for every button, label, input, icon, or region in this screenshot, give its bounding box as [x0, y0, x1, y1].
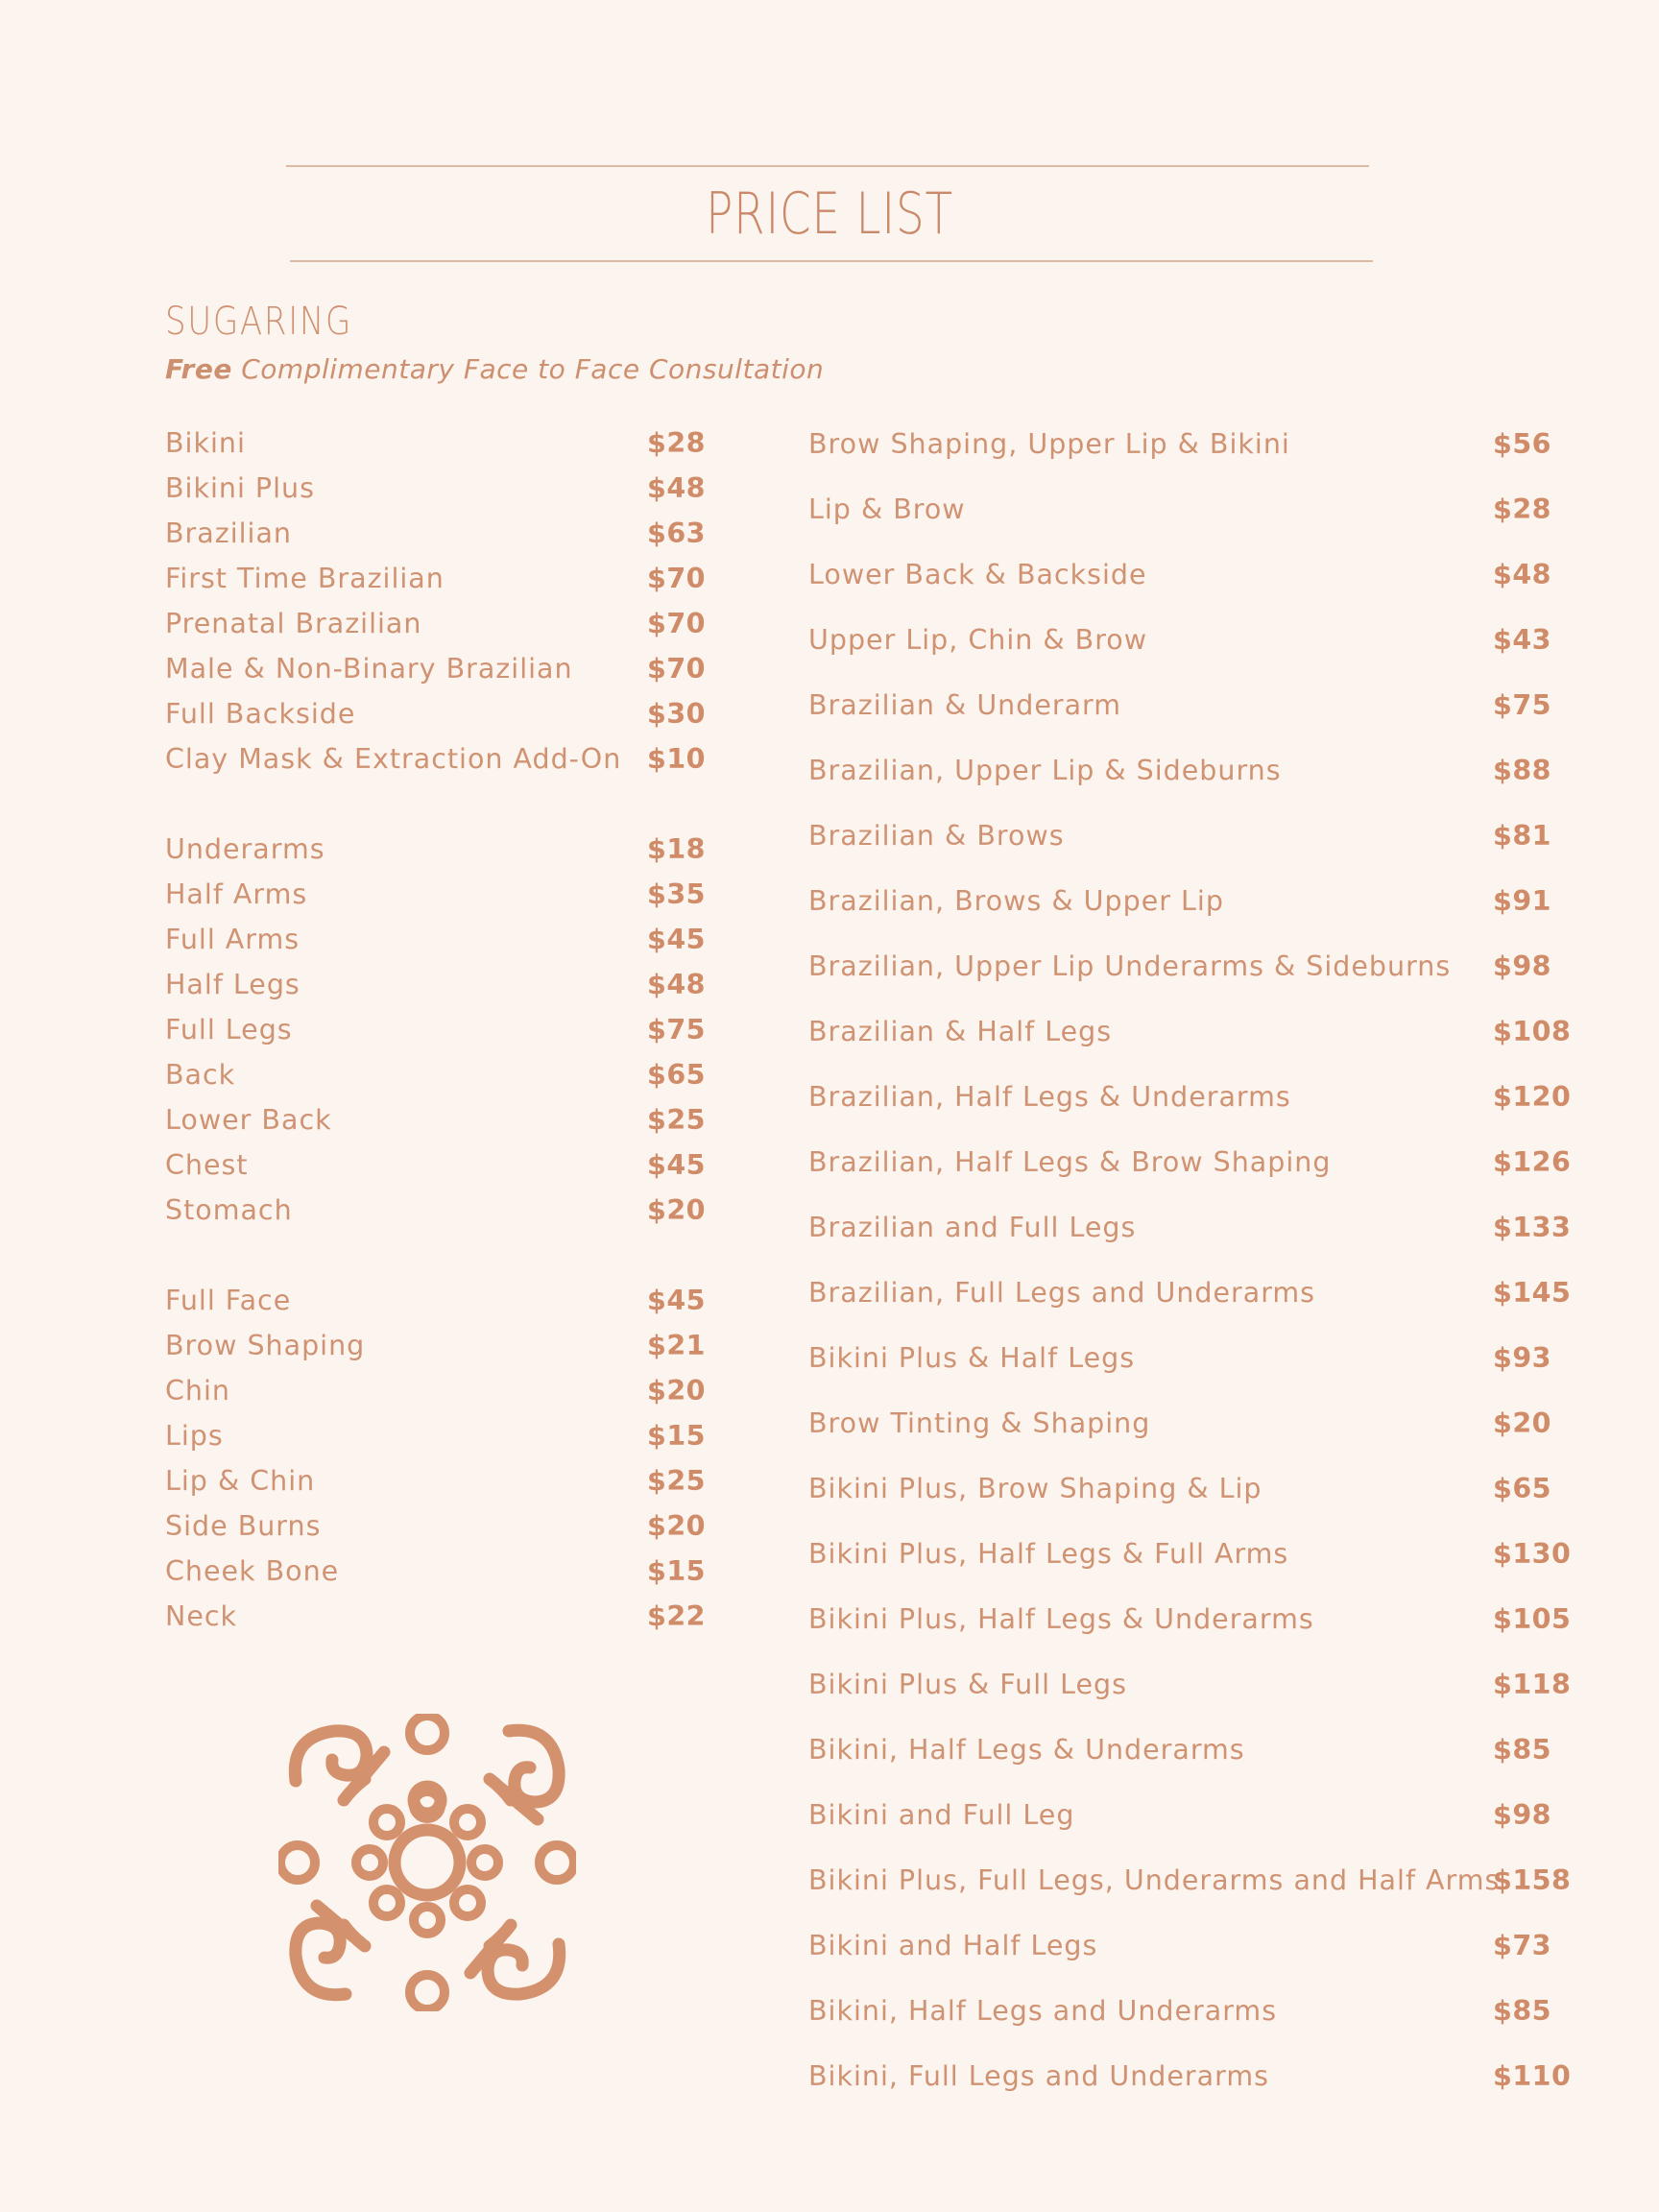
right-item-price: $110	[1493, 2060, 1572, 2092]
left-item-price: $15	[647, 1420, 706, 1452]
right-item-name: Bikini, Half Legs and Underarms	[808, 1995, 1278, 2027]
right-item-name: Bikini and Full Leg	[808, 1799, 1075, 1831]
right-item-price: $85	[1493, 1734, 1551, 1766]
right-item-price: $108	[1493, 1016, 1572, 1047]
left-item-price: $25	[647, 1465, 706, 1497]
right-item-name: Brow Tinting & Shaping	[808, 1407, 1151, 1439]
left-item-price: $45	[647, 1285, 706, 1316]
left-item-name: Cheek Bone	[165, 1555, 340, 1587]
left-item-name: Lips	[165, 1420, 224, 1452]
left-item-name: Brow Shaping	[165, 1330, 366, 1361]
subtitle-free: Free	[165, 353, 232, 385]
right-item-name: Brazilian & Half Legs	[808, 1016, 1113, 1047]
left-item-name: Back	[165, 1059, 236, 1091]
right-item-name: Bikini Plus, Half Legs & Underarms	[808, 1603, 1314, 1635]
left-item-name: Half Arms	[165, 878, 308, 910]
left-item-price: $75	[647, 1014, 706, 1046]
left-item-name: Chest	[165, 1149, 249, 1181]
left-item-price: $20	[647, 1510, 706, 1542]
left-item-price: $20	[647, 1194, 706, 1226]
left-item-price: $18	[647, 833, 706, 865]
right-item-name: Brazilian, Brows & Upper Lip	[808, 885, 1224, 917]
left-item-price: $70	[647, 563, 706, 594]
right-item-price: $120	[1493, 1081, 1572, 1113]
right-item-name: Brazilian & Underarm	[808, 689, 1122, 721]
right-item-price: $20	[1493, 1407, 1551, 1439]
right-item-price: $98	[1493, 1799, 1551, 1831]
right-item-name: Bikini Plus & Half Legs	[808, 1342, 1136, 1374]
right-item-price: $48	[1493, 559, 1551, 590]
left-item-name: Stomach	[165, 1194, 293, 1226]
left-item-price: $10	[647, 743, 706, 775]
left-item-name: Male & Non-Binary Brazilian	[165, 653, 573, 685]
right-item-price: $145	[1493, 1277, 1572, 1309]
left-item-price: $65	[647, 1059, 706, 1091]
left-item-name: Prenatal Brazilian	[165, 608, 422, 639]
left-item-name: Full Arms	[165, 924, 301, 955]
left-item-name: Chin	[165, 1375, 230, 1407]
right-item-price: $98	[1493, 950, 1551, 982]
left-item-price: $48	[647, 472, 706, 504]
left-item-price: $48	[647, 969, 706, 1000]
left-item-price: $20	[647, 1375, 706, 1407]
right-item-name: Brazilian, Upper Lip Underarms & Sideburns	[808, 950, 1452, 982]
right-item-price: $43	[1493, 624, 1551, 656]
right-item-name: Bikini Plus & Full Legs	[808, 1669, 1127, 1700]
left-item-name: First Time Brazilian	[165, 563, 445, 594]
left-item-name: Half Legs	[165, 969, 301, 1000]
right-item-price: $91	[1493, 885, 1551, 917]
left-item-price: $63	[647, 517, 706, 549]
right-item-name: Brow Shaping, Upper Lip & Bikini	[808, 428, 1290, 460]
right-item-name: Brazilian & Brows	[808, 820, 1065, 852]
right-item-price: $130	[1493, 1538, 1572, 1570]
left-item-name: Full Backside	[165, 698, 356, 730]
right-item-name: Bikini Plus, Full Legs, Underarms and Half Arms	[808, 1864, 1501, 1896]
right-item-name: Brazilian and Full Legs	[808, 1212, 1137, 1243]
left-item-price: $25	[647, 1104, 706, 1136]
left-item-name: Underarms	[165, 833, 325, 865]
page-title: PRICE LIST	[706, 180, 953, 248]
right-item-price: $65	[1493, 1473, 1551, 1504]
right-item-price: $88	[1493, 755, 1551, 786]
right-item-name: Upper Lip, Chin & Brow	[808, 624, 1148, 656]
right-item-name: Brazilian, Half Legs & Brow Shaping	[808, 1146, 1332, 1178]
left-item-price: $70	[647, 608, 706, 639]
left-item-price: $28	[647, 427, 706, 459]
right-item-price: $81	[1493, 820, 1551, 852]
title-rule-bottom	[290, 260, 1373, 262]
mandala-ornament-icon	[278, 1714, 576, 2011]
right-item-price: $118	[1493, 1669, 1572, 1700]
left-item-price: $15	[647, 1555, 706, 1587]
left-item-name: Clay Mask & Extraction Add-On	[165, 743, 622, 775]
subtitle	[165, 353, 824, 385]
left-item-name: Brazilian	[165, 517, 292, 549]
left-item-name: Side Burns	[165, 1510, 322, 1542]
left-item-price: $21	[647, 1330, 706, 1361]
left-item-name: Bikini	[165, 427, 246, 459]
right-item-name: Bikini, Half Legs & Underarms	[808, 1734, 1245, 1766]
left-item-name: Neck	[165, 1600, 238, 1632]
left-item-name: Bikini Plus	[165, 472, 315, 504]
left-item-price: $30	[647, 698, 706, 730]
right-item-price: $93	[1493, 1342, 1551, 1374]
right-item-price: $105	[1493, 1603, 1572, 1635]
left-item-price: $45	[647, 924, 706, 955]
right-item-price: $133	[1493, 1212, 1572, 1243]
section-title: SUGARING	[165, 300, 353, 344]
right-item-name: Bikini Plus, Half Legs & Full Arms	[808, 1538, 1289, 1570]
right-item-name: Bikini, Full Legs and Underarms	[808, 2060, 1269, 2092]
left-item-name: Lip & Chin	[165, 1465, 316, 1497]
left-item-price: $22	[647, 1600, 706, 1632]
right-item-price: $28	[1493, 493, 1551, 525]
right-item-price: $73	[1493, 1930, 1551, 1961]
title-rule-top	[286, 165, 1369, 167]
left-item-name: Lower Back	[165, 1104, 332, 1136]
left-item-price: $70	[647, 653, 706, 685]
right-item-name: Lip & Brow	[808, 493, 966, 525]
right-item-name: Brazilian, Upper Lip & Sideburns	[808, 755, 1282, 786]
right-item-price: $158	[1493, 1864, 1572, 1896]
right-item-name: Brazilian, Half Legs & Underarms	[808, 1081, 1291, 1113]
subtitle-text: Complimentary Face to Face Consultation	[231, 353, 825, 385]
right-item-price: $85	[1493, 1995, 1551, 2027]
right-item-price: $75	[1493, 689, 1551, 721]
left-item-name: Full Legs	[165, 1014, 293, 1046]
right-item-price: $126	[1493, 1146, 1572, 1178]
right-item-name: Brazilian, Full Legs and Underarms	[808, 1277, 1316, 1309]
left-item-price: $45	[647, 1149, 706, 1181]
right-item-name: Bikini Plus, Brow Shaping & Lip	[808, 1473, 1262, 1504]
right-item-name: Lower Back & Backside	[808, 559, 1147, 590]
left-item-price: $35	[647, 878, 706, 910]
right-item-name: Bikini and Half Legs	[808, 1930, 1098, 1961]
left-item-name: Full Face	[165, 1285, 292, 1316]
right-item-price: $56	[1493, 428, 1551, 460]
